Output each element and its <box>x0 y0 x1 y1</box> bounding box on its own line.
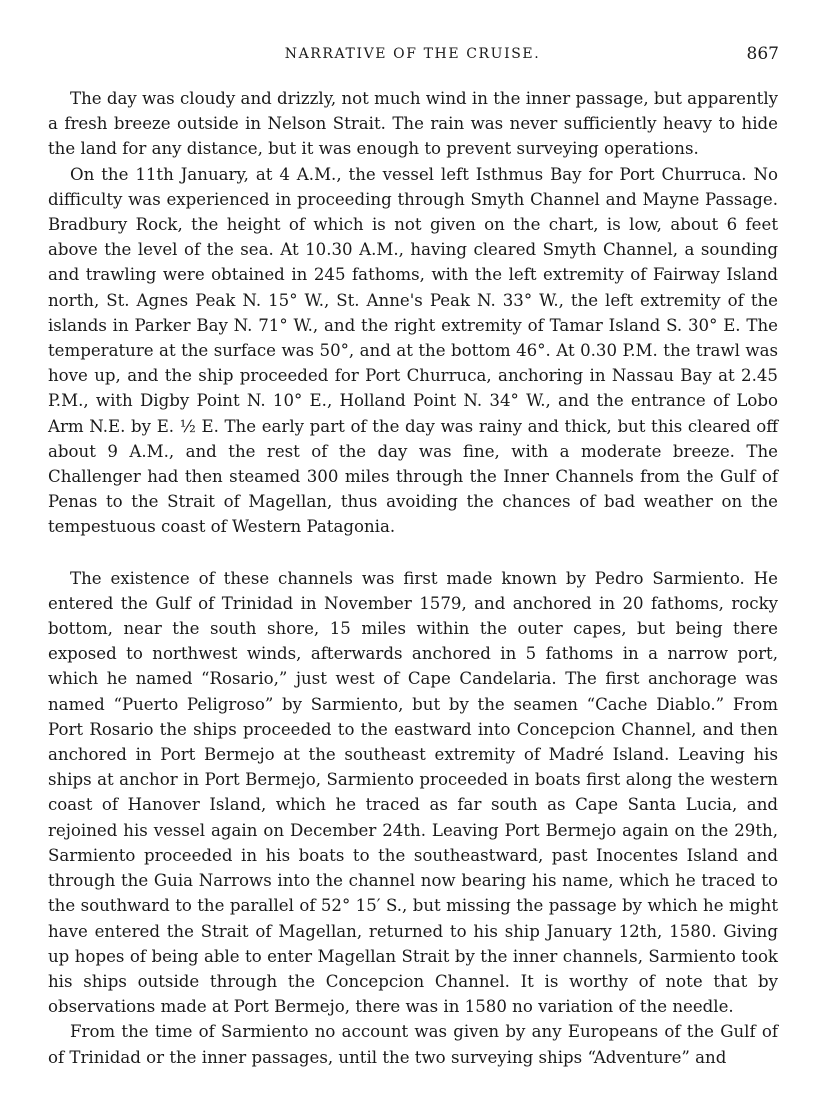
paragraph-january-11: On the 11th January, at 4 A.M., the vessel left Isthmus Bay for Port Churruca. No difficulty was experienced in proceeding through Smyth Channel and Mayne Passage. Bradbury Rock, the height of which is not given on the chart, is low, about 6 feet above the level of the sea. At 10.30 A.M., having cleared Smyth Channel, a sounding and trawling were obtained in 245 fathoms, with the left extremity of Fairway Island north, St. Agnes Peak N. 15° W., St. Anne's Peak N. 33° W., the left extremity of the islands in Parker Bay N. 71° W., and the right extremity of Tamar Island S. 30° E. The temperature at the surface was 50°, and at the bottom 46°. At 0.30 P.M. the trawl was hove up, and the ship proceeded for Port Churruca, anchoring in Nassau Bay at 2.45 P.M., with Digby Point N. 10° E., Holland Point N. 34° W., and the entrance of Lobo Arm N.E. by E. ½ E. The early part of the day was rainy and thick, but this cleared off about 9 A.M., and the rest of the day was fine, with a moderate breeze. The Challenger had then steamed 300 miles through the Inner Channels from the Gulf of Penas to the Strait of Magellan, thus avoiding the chances of bad weather on the tempestuous coast of Western Patagonia. <box>48 164 778 537</box>
paragraph-sarmiento: The existence of these channels was first made known by Pedro Sarmiento. He entered the Gulf of Trinidad in November 1579, and anchored in 20 fathoms, rocky bottom, near the south shore, 15 miles within the outer capes, but being there exposed to northwest winds, afterwards anchored in 5 fathoms in a narrow port, which he named “Rosario,” just west of Cape Candelaria. The first anchorage was named “Puerto Peligroso” by Sarmiento, but by the seamen “Cache Diablo.” From Port Rosario the ships proceeded to the eastward into Concepcion Channel, and then anchored in Port Bermejo at the southeast extremity of Madré Island. Leaving his ships at anchor in Port Bermejo, Sarmiento proceeded in boats first along the western coast of Hanover Island, which he traced as far south as Cape Santa Lucia, and rejoined his vessel again on December 24th. Leaving Port Bermejo again on the 29th, Sarmiento proceeded in his boats to the southeastward, past Inocentes Island and through the Guia Narrows into the channel now bearing his name, which he traced to the southward to the parallel of 52° 15′ S., but missing the passage by which he might have entered the Strait of Magellan, returned to his ship January 12th, 1580. Giving up hopes of being able to enter Magellan Strait by the inner channels, Sarmiento took his ships outside through the Concepcion Channel. It is worthy of note that by observations made at Port Bermejo, there was in 1580 no variation of the needle. <box>48 568 778 1017</box>
running-head <box>0 42 825 66</box>
body-text <box>48 86 778 1070</box>
page-number: 867 <box>746 44 779 64</box>
paragraph-weather: The day was cloudy and drizzly, not much wind in the inner passage, but apparently a fresh breeze outside in Nelson Strait. The rain was never sufficiently heavy to hide the land for any distance, but it was enough to prevent surveying operations. <box>48 89 778 159</box>
paragraph-after-sarmiento: From the time of Sarmiento no account was given by any Europeans of the Gulf of of Trinidad or the inner passages, until the two surveying ships “Adventure” and <box>48 1022 778 1067</box>
running-title: NARRATIVE OF THE CRUISE. <box>284 46 541 62</box>
